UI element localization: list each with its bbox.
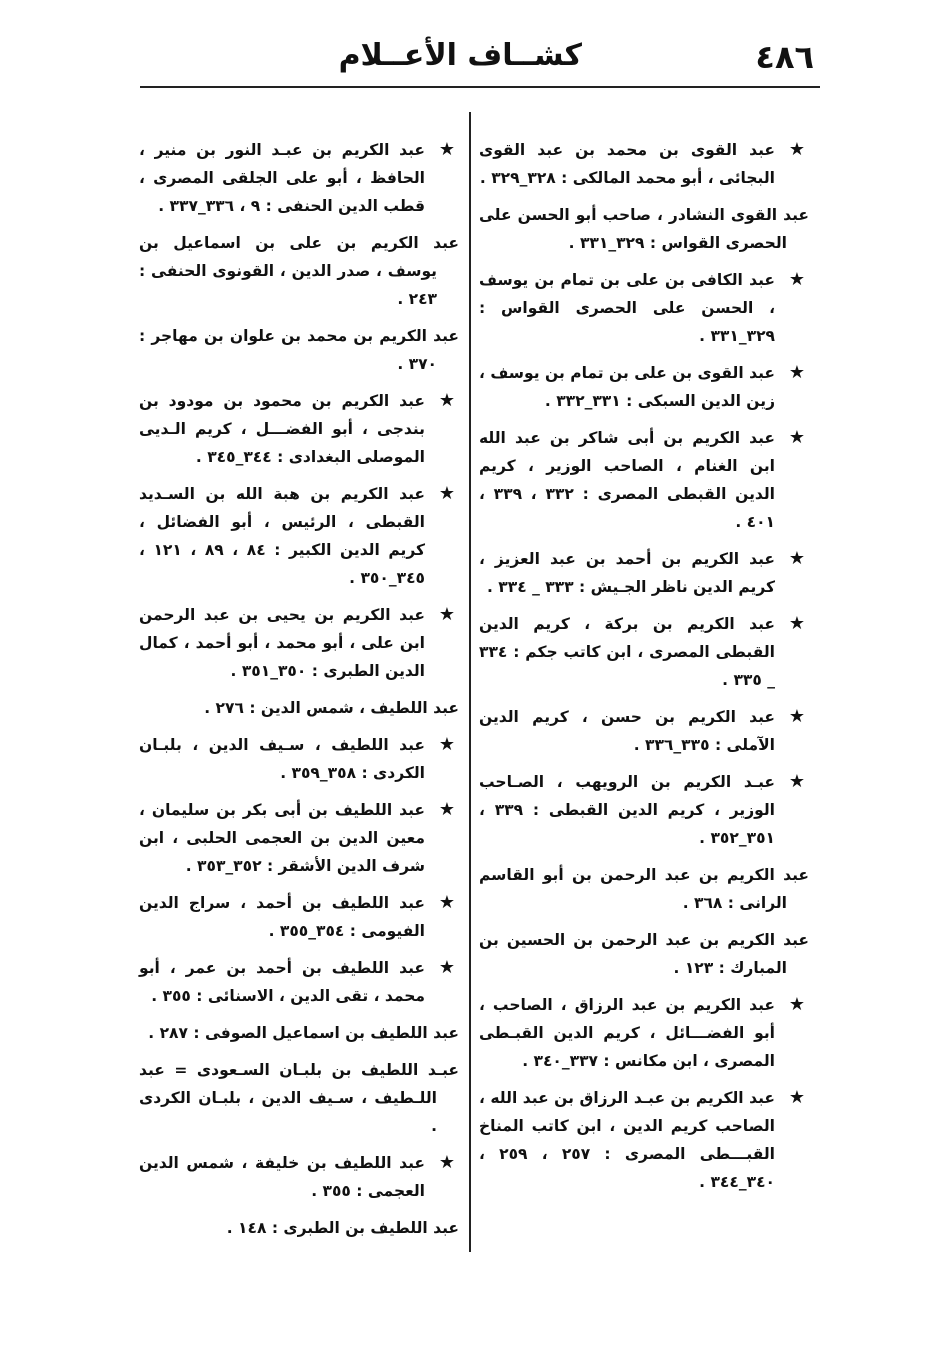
column-divider <box>469 112 471 1252</box>
index-entry <box>139 731 459 787</box>
index-entry <box>479 136 809 192</box>
index-entry-text: عبد الكريم بن بركة ، كريم الدين القبطى المصرى ، ابن كاتب جكم : ٣٣٤ _ ٣٣٥ . <box>479 615 775 689</box>
index-entry-text: عبد الكريم بن أبى شاكر بن عبد الله ابن الغنام ، الصاحب الوزير ، كريم الدين القبطى المصرى : ٣٣٢ ، ٣٣٩ ، ٤٠١ . <box>479 429 775 531</box>
running-title: كشــاف الأعــلام <box>338 38 582 73</box>
index-entry-text: عبد الكريم بن محمد بن علوان بن مهاجر : ٣٧٠ . <box>139 327 459 373</box>
page-number: ٤٨٦ <box>755 38 814 76</box>
index-entry-text: عبد اللطيف بن أبى بكر بن سليمان ، معين الدين بن العجمى الحلبى ، ابن شرف الدين الأشقر : ٣٥٢_٣٥٣ . <box>139 801 425 875</box>
index-entry <box>139 796 459 880</box>
index-column-right <box>479 136 809 1205</box>
index-entry <box>479 359 809 415</box>
star-icon: ★ <box>438 734 455 755</box>
index-entry <box>479 768 809 852</box>
index-entry <box>479 991 809 1075</box>
index-entry-text: عبد الكريم بن عبد الرزاق ، الصاحب ، أبو الفضـــائل ، كريم الدين القبـطى المصرى ، ابن مكانس : ٣٣٧_٣٤٠ . <box>479 996 775 1070</box>
index-entry-text: عبد اللطيف بن الطبرى : ١٤٨ . <box>226 1219 459 1237</box>
star-icon: ★ <box>438 483 455 504</box>
index-entry <box>139 1056 459 1140</box>
index-entry <box>139 1019 459 1047</box>
index-entry <box>139 601 459 685</box>
star-icon: ★ <box>438 139 455 160</box>
star-icon: ★ <box>438 892 455 913</box>
star-icon: ★ <box>438 957 455 978</box>
star-icon: ★ <box>788 994 805 1015</box>
index-entry-text: عبد الكريم بن عبد الرحمن بن أبو القاسم الرانى : ٣٦٨ . <box>479 866 809 912</box>
index-entry-text: عبد الكريم بن عبد الرحمن بن الحسين بن المبارك : ١٢٣ . <box>479 931 809 977</box>
index-entry <box>479 703 809 759</box>
index-entry-text: عبد القوى النشادر ، صاحب أبو الحسن على الحصرى القواس : ٣٢٩_٣٣١ . <box>479 206 809 252</box>
header-rule <box>140 86 820 88</box>
star-icon: ★ <box>788 362 805 383</box>
index-entry <box>139 229 459 313</box>
index-entry-text: عبد اللطيف بن اسماعيل الصوفى : ٢٨٧ . <box>148 1024 459 1042</box>
index-entry <box>139 1149 459 1205</box>
star-icon: ★ <box>438 799 455 820</box>
index-entry <box>479 861 809 917</box>
index-entry-text: عبد الكريم بن على بن اسماعيل بن يوسف ، صدر الدين ، القونوى الحنفى : ٢٤٣ . <box>139 234 459 308</box>
star-icon: ★ <box>788 548 805 569</box>
index-entry-text: عبد الكريم بن هبة الله بن السـديد القبطى ، الرئيس ، أبو الفضائل ، كريم الدين الكبير : ٨٤ ، ٨٩ ، ١٢١ ، ٣٤٥_٣٥٠ . <box>139 485 425 587</box>
index-entry-text: عبد الكريم بن عبـد الرزاق بن عبد الله ، الصاحب كريم الدين ، ابن كاتب المناخ القبـــطى المصرى : ٢٥٧ ، ٢٥٩ ، ٣٤٠_٣٤٤ . <box>479 1089 775 1191</box>
index-entry-text: عبد الكريم بن يحيى بن عبد الرحمن ابن على ، أبو محمد ، أبو أحمد ، كمال الدين الطبرى : ٣٥٠_٣٥١ . <box>139 606 425 680</box>
index-entry-text: عبد اللطيف بن خليفة ، شمس الدين العجمى : ٣٥٥ . <box>139 1154 425 1200</box>
index-entry <box>139 1214 459 1242</box>
index-entry-text: عبد اللطيف بن أحمد ، سراج الدين الفيومى : ٣٥٤_٣٥٥ . <box>139 894 425 940</box>
star-icon: ★ <box>788 771 805 792</box>
index-entry-text: عبد الكريم بن محمود بن مودود بن بندجى ، أبو الفضـــل ، كريم الـديى الموصلى البغدادى : ٣٤٤_٣٤٥ . <box>139 392 425 466</box>
index-entry <box>479 1084 809 1196</box>
index-entry-text: عبد الكريم بن عبـد النور بن منير ، الحافظ ، أبو على الجلقى المصرى ، قطب الدين الحنفى : ٩ ، ٣٣٦_٣٣٧ . <box>139 141 425 215</box>
index-entry <box>139 480 459 592</box>
index-entry <box>139 387 459 471</box>
index-entry <box>479 266 809 350</box>
star-icon: ★ <box>788 139 805 160</box>
index-entry-text: عبد القوى بن على بن تمام بن يوسف ، زين الدين السبكى : ٣٣١_٣٣٢ . <box>479 364 775 410</box>
index-entry-text: عبد اللطيف ، شمس الدين : ٢٧٦ . <box>204 699 459 717</box>
index-entry <box>479 545 809 601</box>
index-entry <box>479 201 809 257</box>
index-entry-text: عبـد الكريم بن الرويهب ، الصـاحب الوزير ، كريم الدين القبطى : ٣٣٩ ، ٣٥١_٣٥٢ . <box>479 773 775 847</box>
star-icon: ★ <box>788 706 805 727</box>
page-header <box>140 34 820 88</box>
index-entry <box>139 889 459 945</box>
index-entry <box>479 424 809 536</box>
index-entry <box>139 322 459 378</box>
index-entry-text: عبد الكريم بن أحمد بن عبد العزيز ، كريم الدين ناظر الجـيش : ٣٣٣ _ ٣٣٤ . <box>479 550 775 596</box>
index-entry-text: عبد الكافى بن على بن تمام بن يوسف ، الحسن على الحصرى القواس : ٣٢٩_٣٣١ . <box>479 271 775 345</box>
index-entry-text: عبد القوى بن محمد بن عبد القوى البجائى ، أبو محمد المالكى : ٣٢٨_٣٢٩ . <box>479 141 775 187</box>
index-entry-text: عبـد اللطيف بن بلبـان السـعودى = عبد اللـطيف ، سـيف الدين ، بلبـان الكردى . <box>139 1061 459 1135</box>
index-entry-text: عبد اللطيف ، سـيف الدين ، بلبـان الكردى : ٣٥٨_٣٥٩ . <box>139 736 425 782</box>
index-entry-text: عبد اللطيف بن أحمد بن عمر ، أبو محمد ، تقى الدين ، الاسنائى : ٣٥٥ . <box>139 959 425 1005</box>
index-entry <box>139 694 459 722</box>
star-icon: ★ <box>788 427 805 448</box>
star-icon: ★ <box>788 1087 805 1108</box>
star-icon: ★ <box>438 390 455 411</box>
index-entry <box>479 926 809 982</box>
index-entry-text: عبد الكريم بن حسن ، كريم الدين الآملى : ٣٣٥_٣٣٦ . <box>479 708 775 754</box>
star-icon: ★ <box>788 613 805 634</box>
star-icon: ★ <box>788 269 805 290</box>
star-icon: ★ <box>438 604 455 625</box>
index-entry <box>139 954 459 1010</box>
star-icon: ★ <box>438 1152 455 1173</box>
index-entry <box>139 136 459 220</box>
index-column-left <box>139 136 459 1251</box>
index-entry <box>479 610 809 694</box>
